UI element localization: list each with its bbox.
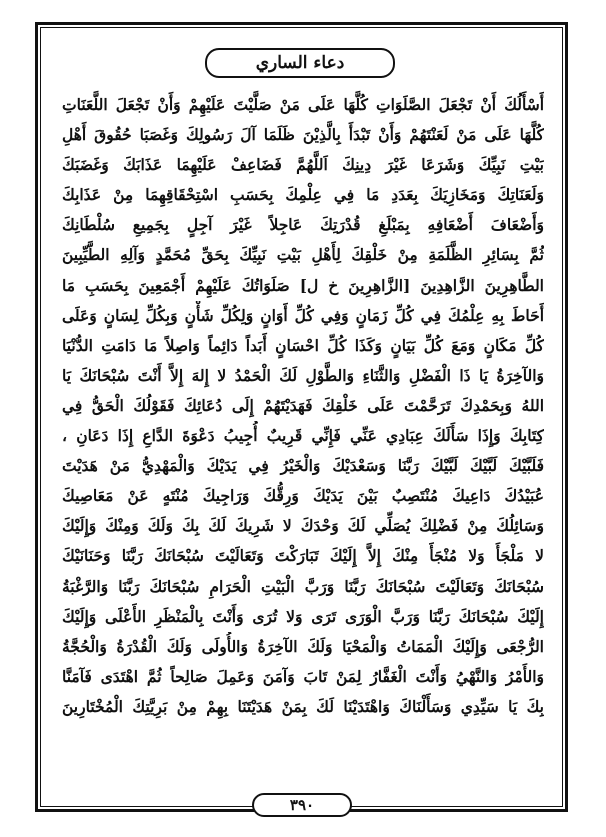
text-line-19: الرُّجْعَى وَإِلَيْكَ الْمَمَاتُ وَالْمَحْيَا وَلَكَ الآخِرَةُ وَالأُولَى وَلَكَ الْقُدْرَةُ وَالْحُجَّةُ [62, 636, 544, 656]
text-line-1: أَسْأَلُكَ أَنْ تَجْعَلَ الصَّلَوَاتِ كُلَّهَا عَلَى مَنْ صَلَّيْتَ عَلَيْهِمْ وَأَنْ تَجْعَلَ اللَّعَنَاتِ [62, 95, 544, 114]
text-line-5: وَأَضْعَافَ أَضْعَافِهِ بِمَبْلَغِ قُدْرَتِكَ عَاجِلاً غَيْرَ آجِلٍ بِجَمِيعِ سُلْطَانِكَ [62, 215, 544, 235]
text-line-16: لا مَلْجَأَ وَلا مُنْجَأَ مِنْكَ إِلاَّ إِلَيْكَ تَبَارَكْتَ وَتَعَالَيْتَ سُبْحَانَكَ رَبَّنَا وَحَنَانَيْكَ [62, 546, 544, 566]
text-line-8: أَحَاطَ بِهِ عِلْمُكَ فِي كُلِّ زَمَانٍ وَفِي كُلِّ أَوَانٍ وَلِكُلِّ شَأْنٍ وَبِكُلِّ لِسَانٍ وَعَلَى [62, 305, 544, 325]
text-line-7: الطَّاهِرِينَ الزَّاهِدِينَ [الزَّاهِرِينَ خ ل] صَلَوَاتُكَ عَلَيْهِمْ أَجْمَعِينَ بِحَسَبِ مَا [62, 275, 544, 295]
page-title-text: دعاء الساري [255, 53, 345, 73]
text-line-4: وَلَعَنَاتِكَ وَمَخَازِيَكَ بِعَدَدِ مَا فِي عِلْمِكَ بِحَسَبِ اسْتِحْقَاقِهِمَا مِنْ عَذَابِكَ [62, 185, 544, 205]
text-line-6: ثُمَّ بِسَائِرِ الظَّلَمَةِ مِنْ خَلْقِكَ لِأَهْلِ بَيْتِ نَبِيِّكَ بِحَقِّ مُحَمَّدٍ وَآلِهِ الطَّيِّبِينَ [62, 245, 544, 265]
text-line-13: فَلَبَّيْكَ لَبَّيْكَ لَبَّيْكَ رَبَّنَا وَسَعْدَيْكَ وَالْخَيْرُ فِي يَدَيْكَ وَالْمَهْدِيُّ مَنْ هَدَيْتَ [62, 456, 544, 476]
text-line-18: إِلَيْكَ سُبْحَانَكَ رَبَّنَا وَرَبَّ الْوَرَى تَرَى وَلا تُرَى وَأَنْتَ بِالْمَنْظَرِ الأَعْلَى وَإِلَيْكَ [62, 606, 544, 626]
text-line-2: كُلَّهَا عَلَى مَنْ لَعَنْتَهُمْ وَأَنْ تَبْدَأَ بِالَّذِيْنَ ظَلَمَا آلَ رَسُولِكَ وَغَصَبَا حُقُوقَ أَهْلِ [62, 125, 544, 145]
text-line-17: سُبْحَانَكَ وَتَعَالَيْتَ سُبْحَانَكَ رَبَّنَا وَرَبَّ الْبَيْتِ الْحَرَامِ سُبْحَانَكَ رَبَّنَا وَالرَّغْبَةُ [62, 576, 544, 596]
text-line-12: كِتَابِكَ وَإِذَا سَأَلَكَ عِبَادِي عَنِّي فَإِنِّي قَرِيبٌ أُجِيبُ دَعْوَةَ الدَّاعِ إِذَا دَعَانِ ، [62, 426, 544, 446]
page-number [252, 793, 352, 817]
text-line-11: اللهُ وَبِحَمْدِكَ تَرَحَّمْتَ عَلَى خَلْقِكَ فَهَدَيْتَهُمْ إِلَى دُعَائِكَ فَقَوْلُكَ الْحَقُّ فِي [62, 395, 544, 415]
page-title [205, 48, 395, 78]
prayer-text [62, 90, 544, 782]
text-line-21: بِكَ يَا سَيِّدِي وَسَأَلْنَاكَ وَاهْتَدَيْنَا لَكَ بِمَنْ هَدَيْتَنَا بِهِمْ مِنْ بَرِيَّتِكَ الْمُخْتَارِينَ [62, 696, 544, 716]
text-line-9: كُلِّ مَكَانٍ وَمَعَ كُلِّ بَيَانٍ وَكَذَا كُلِّ احْسَانٍ أَبَداً دَائِماً وَاصِلاً مَا دَامَتِ الدُّنْيَا [62, 335, 544, 355]
text-line-10: وَالآخِرَةُ يَا ذَا الْفَضْلِ وَالثَّنَاءِ وَالطَّوْلِ لَكَ الْحَمْدُ لا إِلهَ إِلاَّ أَنْتَ سُبْحَانَكَ يَا [62, 365, 544, 385]
text-line-14: عُبَيْدُكَ دَاعِيكَ مُنْتَصِبٌ بَيْنَ يَدَيْكَ وَرِقُّكَ وَرَاجِيكَ مُنْتَهٍ عَنْ مَعَاصِيكَ [62, 486, 544, 506]
text-line-3: بَيْتِ نَبِيِّكَ وَشَرَعَا غَيْرَ دِينِكَ اَللَّهُمَّ فَضَاعِفْ عَلَيْهِمَا عَذَابَكَ وَغَضَبَكَ [62, 155, 544, 175]
text-line-20: وَالأَمْرُ وَالنَّهْيُ وَأَنْتَ الْغَفَّارُ لِمَنْ تَابَ وَآمَنَ وَعَمِلَ صَالِحاً ثُمَّ اهْتَدَى فَآمَنَّا [62, 666, 544, 686]
text-line-15: وَسَائِلُكَ مِنْ فَضْلِكَ يُصَلِّي لَكَ وَحْدَكَ لا شَرِيكَ لَكَ بِكَ وَلَكَ وَمِنْكَ وَإِلَيْكَ [62, 516, 544, 536]
page-number-text: ٣٩٠ [289, 796, 315, 814]
